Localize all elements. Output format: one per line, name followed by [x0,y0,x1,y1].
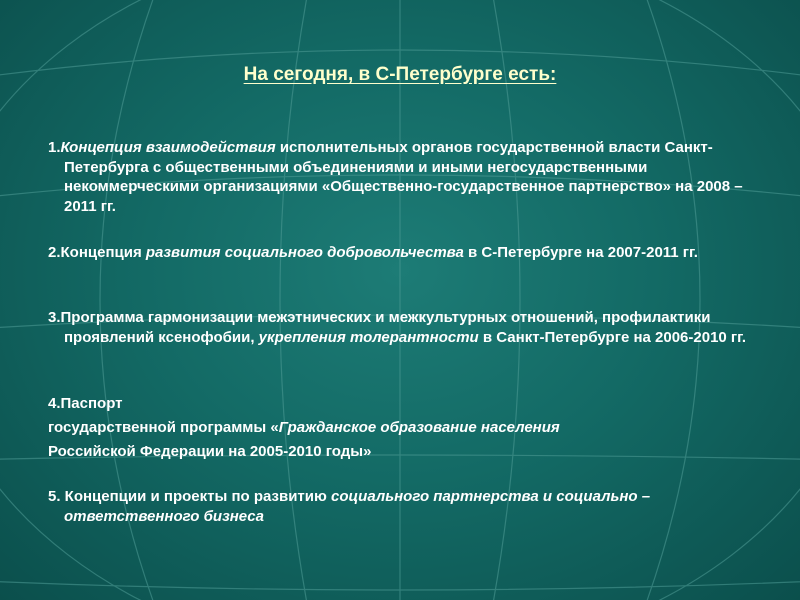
list-item-2 [48,243,764,263]
item-3-text-pre: Программа гармонизации межэтнических и межкультурных отношений, профилактики проявлений ксенофобии, [60,309,711,346]
item-1-italic: Концепция взаимодействия [60,139,276,156]
item-2-number: 2. [48,244,61,261]
item-4-italic: Гражданское образование населения [278,419,560,436]
item-1-number: 1. [48,139,61,156]
list-item-5 [48,487,764,526]
item-2-text-post: в С-Петербурге на 2007-2011 гг. [463,244,698,261]
item-5-text-pre: 5. Концепции и проекты по развитию [48,488,331,505]
item-3-italic: укрепления толерантности [258,328,479,346]
list-item-3 [48,308,764,347]
item-4-text-pre: государственной программы « [48,419,279,436]
item-3-text-post: в Санкт-Петербурге на 2006-2010 гг. [478,328,747,346]
item-4-line-3: Российской Федерации на 2005-2010 годы» [48,443,372,460]
item-5-italic: социального партнерства и социально – ответственного бизнеса [64,488,651,525]
item-4-line-1: 4.Паспорт [48,395,123,412]
item-4-line-2 [48,418,748,438]
list-item-1 [48,138,764,216]
item-2-text-pre: Концепция [60,244,146,261]
slide-title: На сегодня, в С-Петербурге есть: [243,64,557,85]
item-1-text: исполнительных органов государственной власти Санкт-Петербурга с общественными объединениями и иными негосударственными некоммерческими организациями «Общественно-государственное партнерство» на 2008 – 2011 гг. [64,139,743,215]
item-2-italic: развития социального добровольчества [145,244,464,261]
item-3-number: 3. [48,309,61,326]
